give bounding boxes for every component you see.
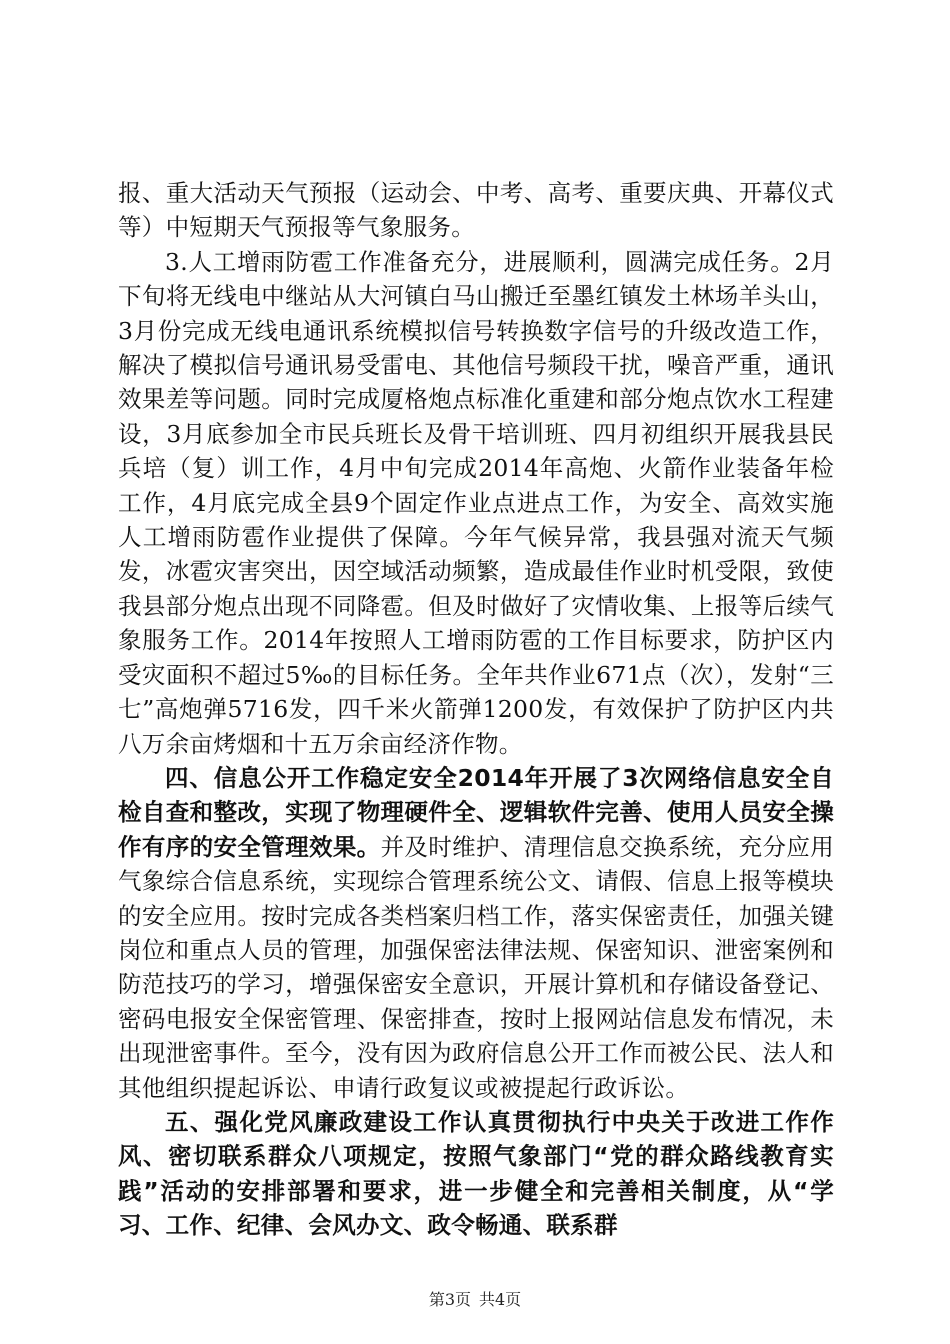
section-body-4: 并及时维护、清理信息交换系统，充分应用气象综合信息系统，实现综合管理系统公文、请假、信息上报等模块的安全应用。按时完成各类档案归档工作，落实保密责任，加强关键岗位和重点人员的管理，加强保密法律法规、保密知识、泄密案例和防范技巧的学习，增强保密安全意识，开展计算机和存储设备登记、密码电报安全保密管理、保密排查，按时上报网站信息发布情况，未出现泄密事件。至今，没有因为政府信息公开工作而被公民、法人和其他组织提起诉讼、申请行政复议或被提起行政诉讼。 [118,832,834,1102]
page-total: 共4页 [479,1290,522,1309]
document-body [118,176,834,1243]
section-heading-4: 四、信息公开工作稳定安全2014年开展了3次网络信息安全自检自查和整改，实现了物理硬件全、逻辑软件完善、使用人员安全操作有序的安全管理效果。 [118,763,834,861]
page-number: 第3页 [428,1290,471,1309]
section-information-disclosure [118,761,834,1105]
section-party-conduct [118,1105,834,1243]
page-footer [0,1287,950,1310]
paragraph-continued: 报、重大活动天气预报（运动会、中考、高考、重要庆典、开幕仪式等）中短期天气预报等气象服务。 [118,179,834,242]
paragraph-weather-modification: 3.人工增雨防雹工作准备充分，进展顺利，圆满完成任务。2月下旬将无线电中继站从大河镇白马山搬迁至墨红镇发土林场羊头山，3月份完成无线电通讯系统模拟信号转换数字信号的升级改造工作，解决了模拟信号通讯易受雷电、其他信号频段干扰，噪音严重，通讯效果差等问题。同时完成厦格炮点标准化重建和部分炮点饮水工程建设，3月底参加全市民兵班长及骨干培训班、四月初组织开展我县民兵培（复）训工作，4月中旬完成2014年高炮、火箭作业装备年检工作，4月底完成全县9个固定作业点进点工作，为安全、高效实施人工增雨防雹作业提供了保障。今年气候异常，我县强对流天气频发，冰雹灾害突出，因空域活动频繁，造成最佳作业时机受限，致使我县部分炮点出现不同降雹。但及时做好了灾情收集、上报等后续气象服务工作。2014年按照人工增雨防雹的工作目标要求，防护区内受灾面积不超过5‰的目标任务。全年共作业671点（次），发射“三七”高炮弹5716发，四千米火箭弹1200发，有效保护了防护区内共八万余亩烤烟和十五万余亩经济作物。 [118,247,834,758]
section-heading-5: 五、强化党风廉政建设工作认真贯彻执行中央关于改进工作作风、密切联系群众八项规定，按照气象部门“党的群众路线教育实践”活动的安排部署和要求，进一步健全和完善相关制度，从“学习、工作、纪律、会风办文、政令畅通、联系群 [118,1107,834,1240]
